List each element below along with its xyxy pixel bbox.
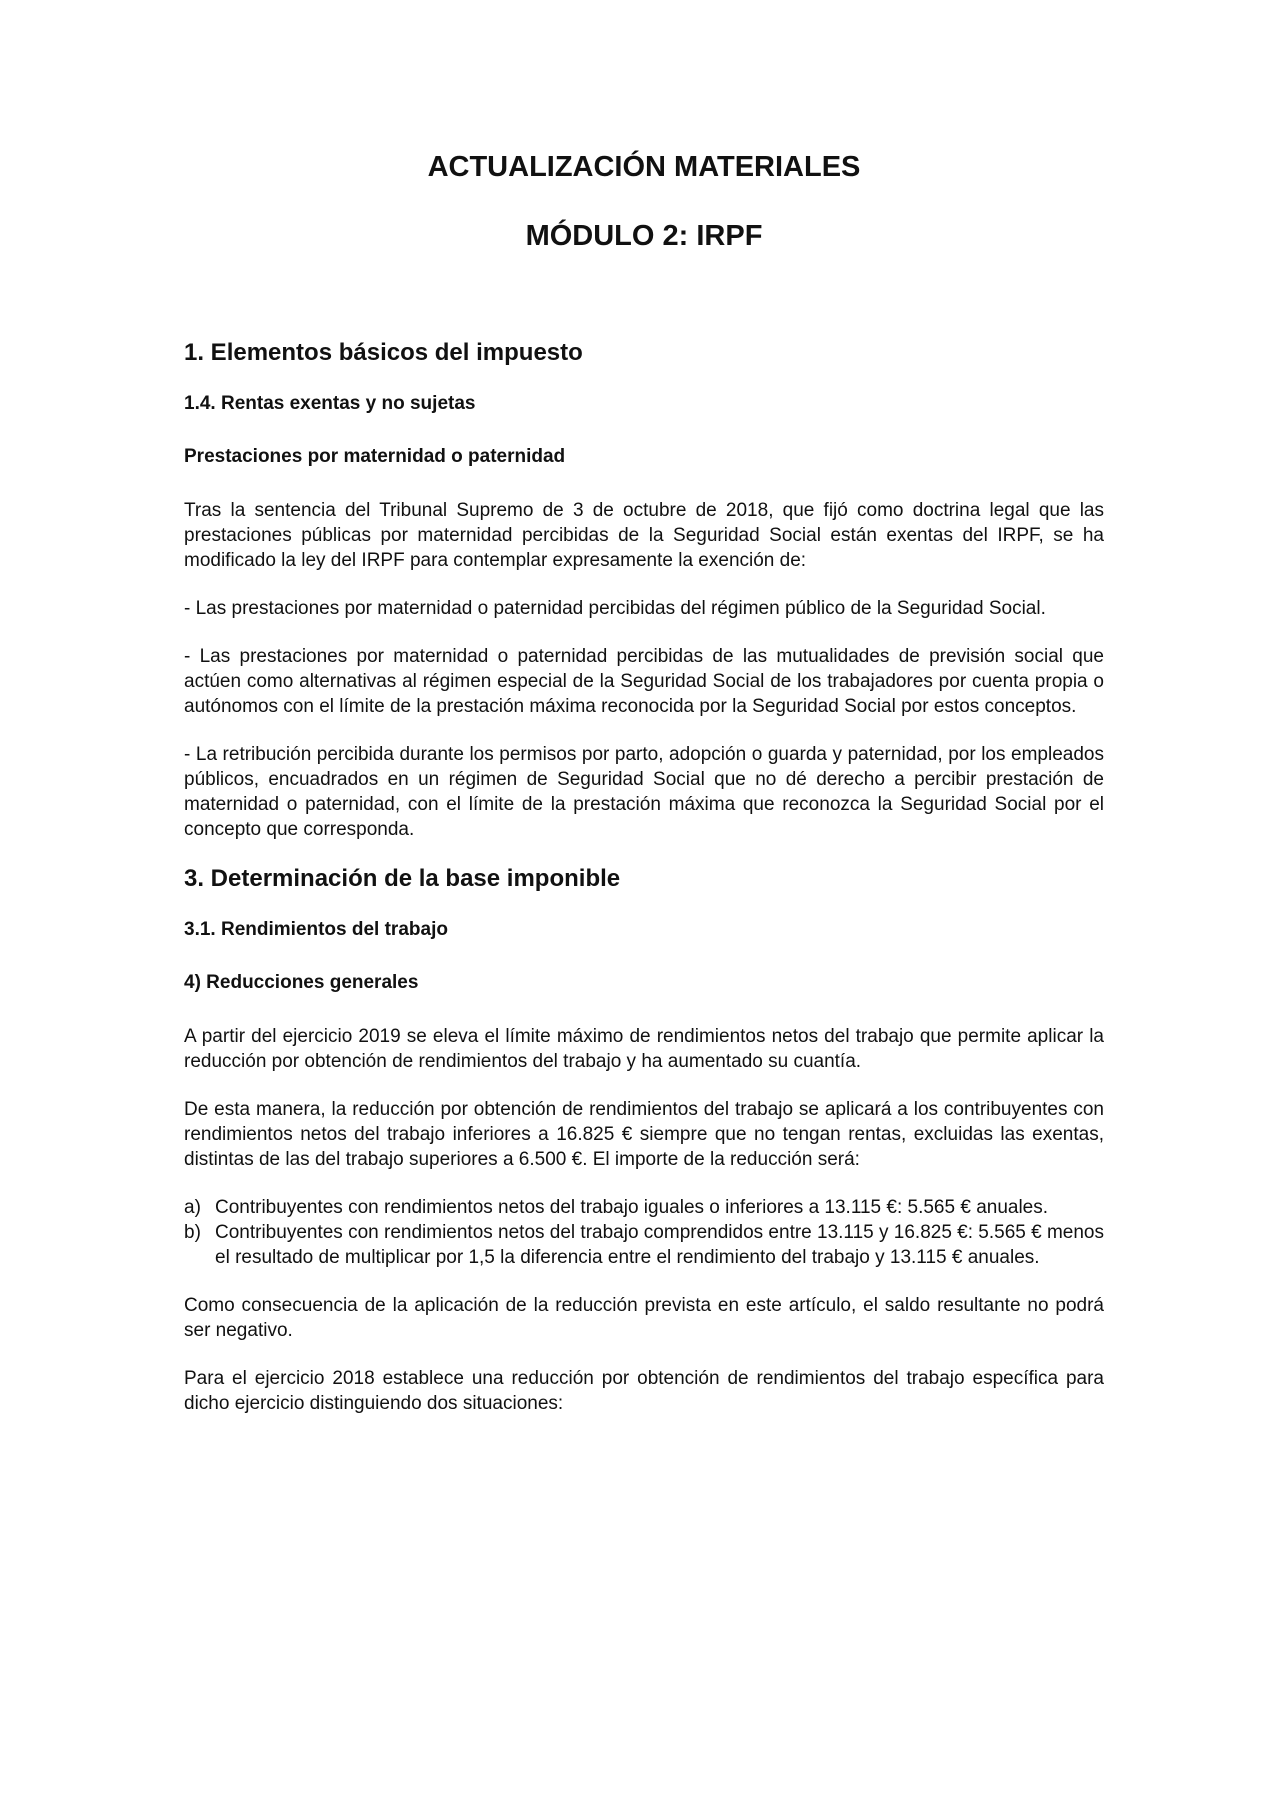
list-item — [184, 1195, 1104, 1220]
subsection-heading-1-4: 1.4. Rentas exentas y no sujetas — [184, 393, 476, 414]
paragraph-intro: Tras la sentencia del Tribunal Supremo de 3 de octubre de 2018, que fijó como doctrina legal que las prestaciones públicas por maternidad percibidas de la Seguridad Social están exentas del IRPF, se ha modificado la ley del IRPF para contemplar expresamente la exención de: — [184, 500, 1104, 571]
document-title: ACTUALIZACIÓN MATERIALES — [427, 151, 861, 183]
paragraph-exemption-3: - La retribución percibida durante los permisos por parto, adopción o guarda y paternidad, por los empleados públicos, encuadrados en un régimen de Seguridad Social que no dé derecho a percibir prestación de maternidad o paternidad, con el límite de la prestación máxima que reconozca la Seguridad Social por el concepto que corresponda. — [184, 744, 1104, 840]
list-marker: a) — [184, 1197, 201, 1218]
paragraph-exemption-1: - Las prestaciones por maternidad o paternidad percibidas del régimen público de la Seguridad Social. — [184, 598, 1046, 619]
paragraph-2018: Para el ejercicio 2018 establece una reducción por obtención de rendimientos del trabajo específica para dicho ejercicio distinguiendo dos situaciones: — [184, 1368, 1104, 1414]
list-item-text: Contribuyentes con rendimientos netos del trabajo iguales o inferiores a 13.115 €: 5.565 € anuales. — [215, 1197, 1049, 1218]
list-item — [184, 1220, 1104, 1270]
list-marker: b) — [184, 1222, 201, 1243]
paragraph-reduction: De esta manera, la reducción por obtención de rendimientos del trabajo se aplicará a los contribuyentes con rendimientos netos del trabajo inferiores a 16.825 € siempre que no tengan rentas, excluidas las exentas, distintas de las del trabajo superiores a 6.500 €. El importe de la reducción será: — [184, 1099, 1104, 1170]
topic-heading-reducciones: 4) Reducciones generales — [184, 972, 419, 993]
module-title: MÓDULO 2: IRPF — [525, 220, 763, 252]
reduction-list — [184, 1195, 1104, 1270]
document-body — [184, 338, 1104, 1416]
section-heading-1: 1. Elementos básicos del impuesto — [184, 339, 583, 366]
section-heading-3: 3. Determinación de la base imponible — [184, 865, 621, 892]
topic-heading-maternidad: Prestaciones por maternidad o paternidad — [184, 446, 566, 467]
list-item-text: Contribuyentes con rendimientos netos del trabajo comprendidos entre 13.115 y 16.825 €: 5.565 € menos el resultado de multiplicar por 1,5 la diferencia entre el rendimiento del trabajo y 13.115 € anuales. — [215, 1222, 1104, 1268]
subsection-heading-3-1: 3.1. Rendimientos del trabajo — [184, 919, 448, 940]
paragraph-saldo: Como consecuencia de la aplicación de la reducción prevista en este artículo, el saldo resultante no podrá ser negativo. — [184, 1295, 1104, 1341]
paragraph-2019: A partir del ejercicio 2019 se eleva el límite máximo de rendimientos netos del trabajo que permite aplicar la reducción por obtención de rendimientos del trabajo y ha aumentado su cuantía. — [184, 1026, 1104, 1072]
paragraph-exemption-2: - Las prestaciones por maternidad o paternidad percibidas de las mutualidades de previsión social que actúen como alternativas al régimen especial de la Seguridad Social de los trabajadores por cuenta propia o autónomos con el límite de la prestación máxima reconocida por la Seguridad Social por estos conceptos. — [184, 646, 1104, 717]
